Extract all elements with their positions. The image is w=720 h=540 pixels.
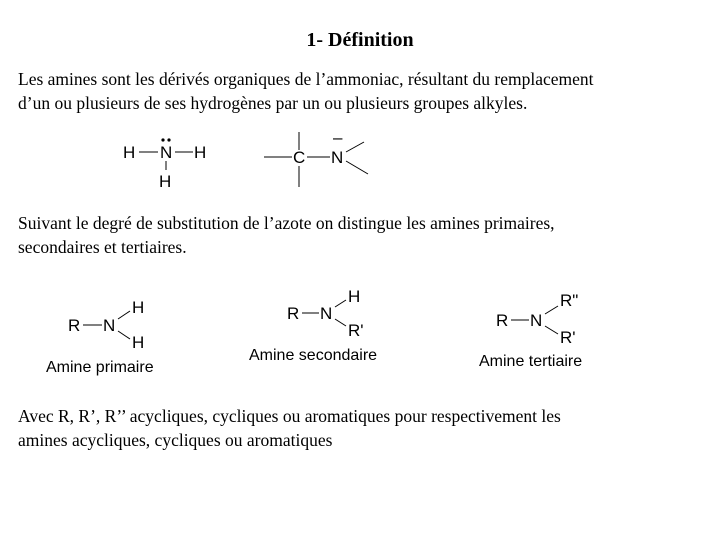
- paragraph-line: d’un ou plusieurs de ses hydrogènes par un ou plusieurs groupes alkyles.: [18, 93, 528, 113]
- lone-pair-mark: –: [333, 128, 343, 147]
- paragraph-line: amines acycliques, cycliques ou aromatiques: [18, 430, 333, 450]
- atom-h-right: H: [194, 143, 207, 162]
- group-r-prime: R': [560, 328, 576, 347]
- bond: [545, 326, 558, 334]
- bond: [545, 306, 558, 314]
- paragraph-line: secondaires et tertiaires.: [18, 237, 187, 257]
- atom-h-top: H: [348, 287, 361, 306]
- atom-h-bottom: H: [132, 333, 145, 352]
- atom-h-bottom: H: [159, 172, 172, 191]
- atom-n: N: [530, 311, 543, 330]
- atom-n: N: [331, 148, 344, 167]
- atom-n: N: [320, 304, 333, 323]
- amine-caption: Amine secondaire: [249, 347, 378, 364]
- paragraph-line: Avec R, R’, R’’ acycliques, cycliques ou aromatiques pour respectivement les: [18, 406, 561, 426]
- amine-caption: Amine primaire: [46, 359, 154, 376]
- group-r: R: [68, 316, 81, 335]
- atom-c: C: [293, 148, 306, 167]
- atom-n: N: [160, 143, 173, 162]
- atom-h-left: H: [123, 143, 136, 162]
- group-r-prime: R': [348, 321, 364, 340]
- amine-caption: Amine tertiaire: [479, 353, 583, 370]
- radical-paragraph: [18, 404, 708, 452]
- group-r-double-prime: R": [560, 291, 579, 310]
- section-title: 1- Définition: [306, 29, 414, 51]
- paragraph-line: Les amines sont les dérivés organiques de l’ammoniac, résultant du remplacement: [18, 69, 594, 89]
- group-r: R: [496, 311, 509, 330]
- atom-n: N: [103, 316, 116, 335]
- atom-h-top: H: [132, 298, 145, 317]
- paragraph-line: Suivant le degré de substitution de l’azote on distingue les amines primaires,: [18, 213, 555, 233]
- group-r: R: [287, 304, 300, 323]
